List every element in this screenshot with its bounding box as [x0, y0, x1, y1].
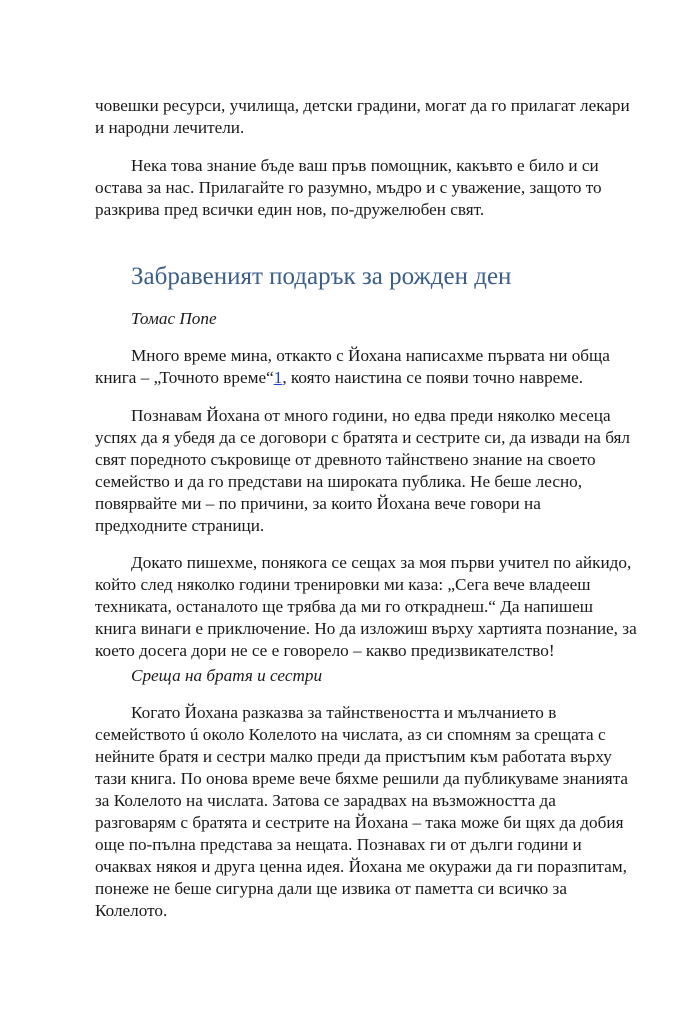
body-line: още по-пълна представа за нещата. Познавах ги от дълги години и: [95, 835, 582, 854]
body-line: което досега дори не се е говорело – какво предизвикателство!: [95, 641, 555, 660]
body-line: техниката, останалото ще трябва да ми го откраднеш.“ Да напишеш: [95, 597, 593, 616]
body-line: Докато пишехме, понякога се сещах за моя първи учител по айкидо,: [131, 553, 632, 572]
body-line: семейството ú около Колелото на числата, аз си спомням за срещата с: [95, 725, 606, 744]
footnote-link[interactable]: 1: [273, 368, 283, 387]
body-line: успях да я убедя да се договори с братята и сестрите си, да извади на бял: [95, 428, 631, 447]
chapter-heading: Забравеният подарък за рожден ден: [131, 263, 512, 290]
body-line: Познавам Йохана от много години, но едва преди няколко месеца: [131, 406, 611, 425]
body-line: тази книга. По онова време вече бяхме решили да публикуваме знанията: [95, 769, 629, 788]
body-line: повярвайте ми – по причини, за които Йохана вече говори на: [95, 494, 541, 513]
body-line: Когато Йохана разказва за тайнствеността и мълчанието в: [131, 703, 557, 722]
body-line: [95, 368, 583, 388]
body-line: Колелото.: [95, 901, 168, 920]
body-line: очаквах някоя и друга ценна идея. Йохана ме окуражи да ги поразпитам,: [95, 857, 627, 876]
body-line: който след няколко години тренировки ми каза: „Сега вече владееш: [95, 575, 591, 594]
body-line: за Колелото на числата. Затова се зарадвах на възможността да: [95, 791, 556, 810]
author-name: Томас Попе: [131, 309, 217, 328]
body-line: нейните братя и сестри малко преди да пристъпим към работата върху: [95, 747, 612, 766]
body-line: книга винаги е приключение. Но да изложиш върху хартията познание, за: [95, 619, 637, 638]
body-line: Много време мина, откакто с Йохана написахме първата ни обща: [131, 346, 610, 365]
body-line: предходните страници.: [95, 516, 265, 535]
body-line: остава за нас. Прилагайте го разумно, мъдро и с уважение, защото то: [95, 178, 602, 197]
body-text: книга – „Точното време“: [95, 368, 274, 387]
body-line: разговарям с братята и сестрите на Йохана – така може би щях да добия: [95, 813, 624, 832]
body-line: Нека това знание бъде ваш пръв помощник, какъвто е било и си: [131, 156, 599, 175]
body-line: и народни лечители.: [95, 118, 245, 137]
body-line: разкрива пред всички един нов, по-дружелюбен свят.: [95, 200, 485, 219]
body-line: семейство и да го представи на широката публика. Не беше лесно,: [95, 472, 583, 491]
body-line: свят поредното съкровище от древното тайнствено знание на своето: [95, 450, 596, 469]
body-line: човешки ресурси, училища, детски градини, могат да го прилагат лекари: [95, 96, 630, 115]
body-text: , която наистина се появи точно навреме.: [282, 368, 584, 387]
section-subheading: Среща на братя и сестри: [131, 666, 323, 685]
body-line: понеже не беше сигурна дали ще извика от паметта си всичко за: [95, 879, 567, 898]
